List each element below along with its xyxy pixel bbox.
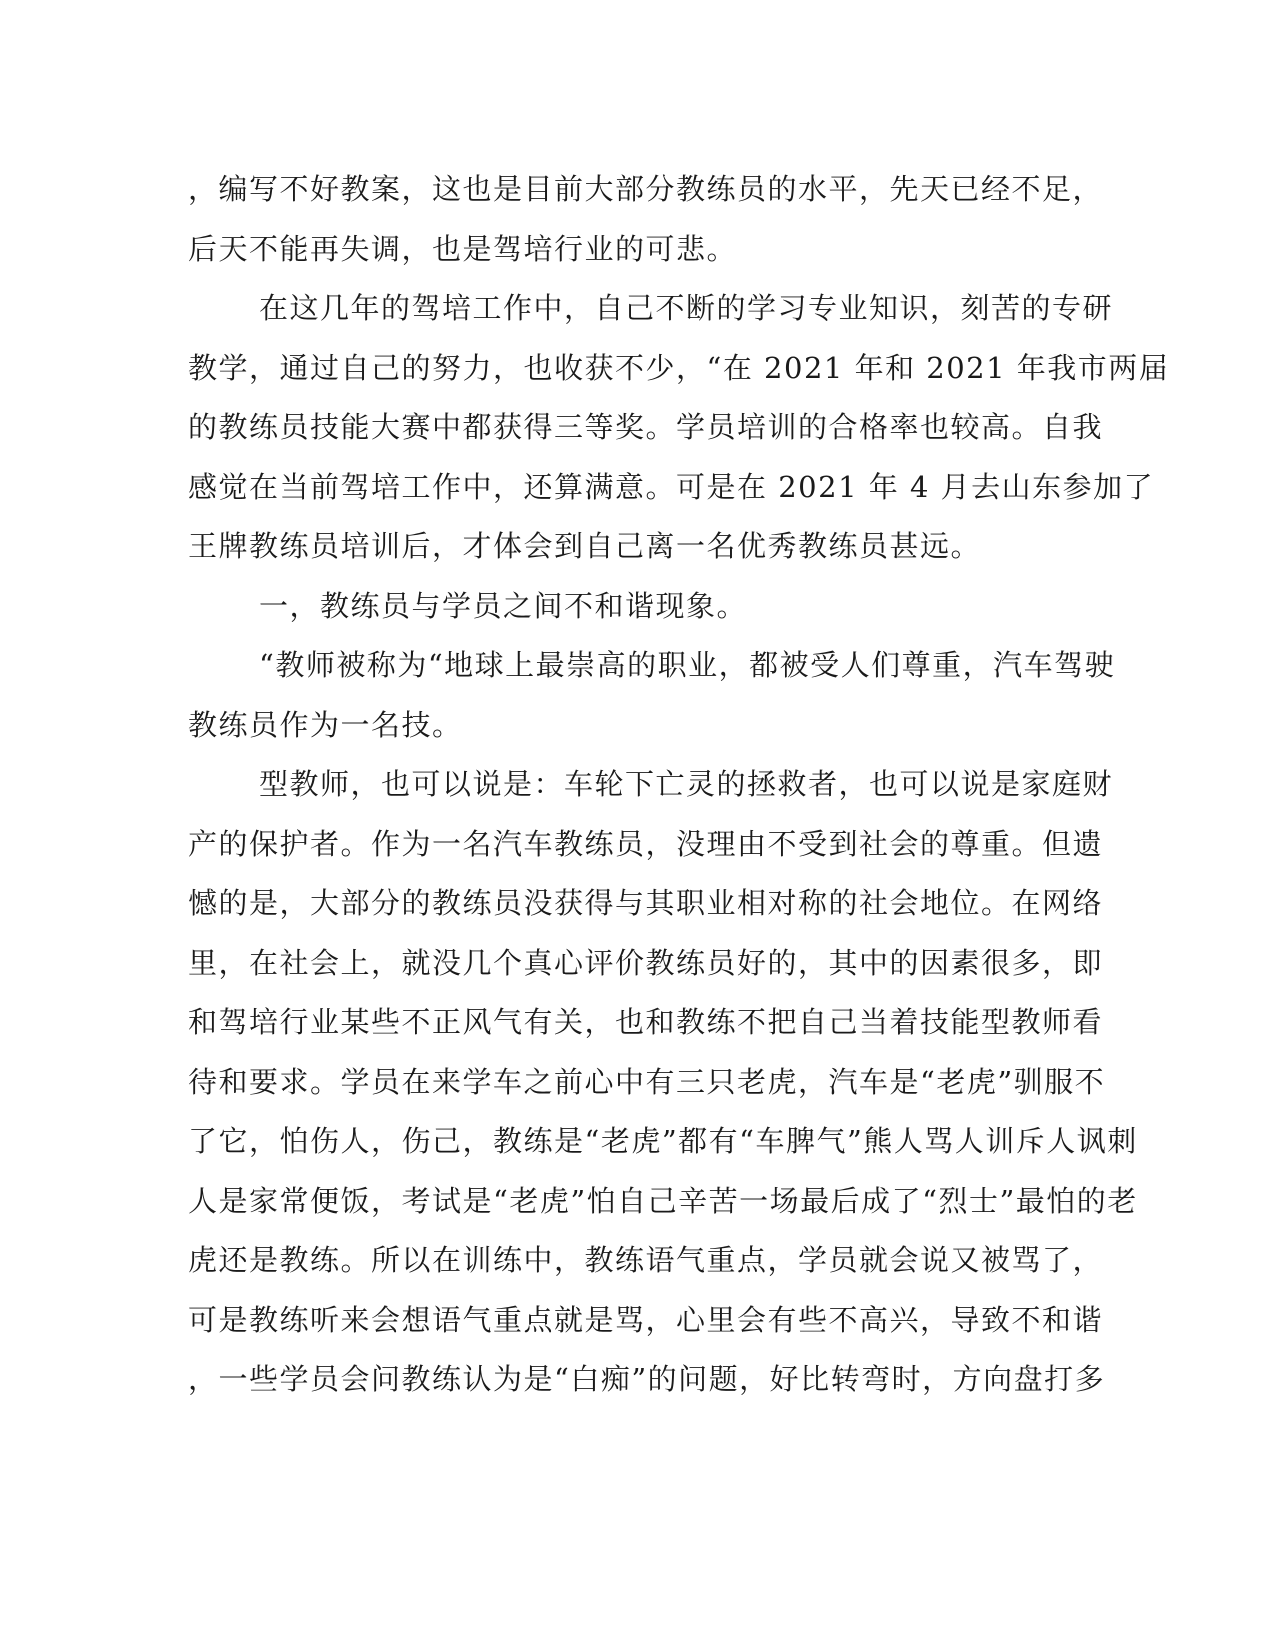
text-line: 产的保护者。作为一名汽车教练员，没理由不受到社会的尊重。但遗 [188,826,1104,861]
text-line: 教学，通过自己的努力，也收获不少，“在 2021 年和 2021 年我市两届 [188,350,1170,385]
text-line: 的教练员技能大赛中都获得三等奖。学员培训的合格率也较高。自我 [188,410,1104,444]
paragraph-start-line: “教师被称为“地球上最崇高的职业，都被受人们尊重，汽车驾驶 [259,648,1116,682]
text-line: 待和要求。学员在来学车之前心中有三只老虎，汽车是“老虎”驯服不 [188,1064,1106,1099]
paragraph-start-line: 型教师，也可以说是：车轮下亡灵的拯救者，也可以说是家庭财 [259,767,1114,801]
text-line: ，一些学员会问教练认为是“白痴”的问题，好比转弯时，方向盘打多 [188,1362,1106,1396]
text-line: ，编写不好教案，这也是目前大部分教练员的水平，先天已经不足， [188,172,1104,206]
text-line: 教练员作为一名技。 [188,707,463,742]
text-line: 了它，怕伤人，伤己，教练是“老虎”都有“车脾气”熊人骂人训斥人讽刺 [188,1124,1138,1158]
text-line: 王牌教练员培训后，才体会到自己离一名优秀教练员甚远。 [188,529,982,563]
text-line: 和驾培行业某些不正风气有关，也和教练不把自己当着技能型教师看 [188,1005,1104,1039]
section-heading: 一，教练员与学员之间不和谐现象。 [259,588,748,623]
text-line: 憾的是，大部分的教练员没获得与其职业相对称的社会地位。在网络 [188,886,1104,920]
text-line: 人是家常便饭，考试是“老虎”怕自己辛苦一场最后成了“烈士”最怕的老 [188,1183,1138,1218]
text-line: 后天不能再失调，也是驾培行业的可悲。 [188,231,738,266]
text-line: 虎还是教练。所以在训练中，教练语气重点，学员就会说又被骂了， [188,1243,1104,1277]
text-line: 感觉在当前驾培工作中，还算满意。可是在 2021 年 4 月去山东参加了 [188,469,1155,504]
text-line: 可是教练听来会想语气重点就是骂，心里会有些不高兴，导致不和谐 [188,1302,1104,1337]
paragraph-start-line: 在这几年的驾培工作中，自己不断的学习专业知识，刻苦的专研 [259,291,1114,325]
text-line: 里，在社会上，就没几个真心评价教练员好的，其中的因素很多，即 [188,945,1104,980]
body-text [188,160,1170,1410]
